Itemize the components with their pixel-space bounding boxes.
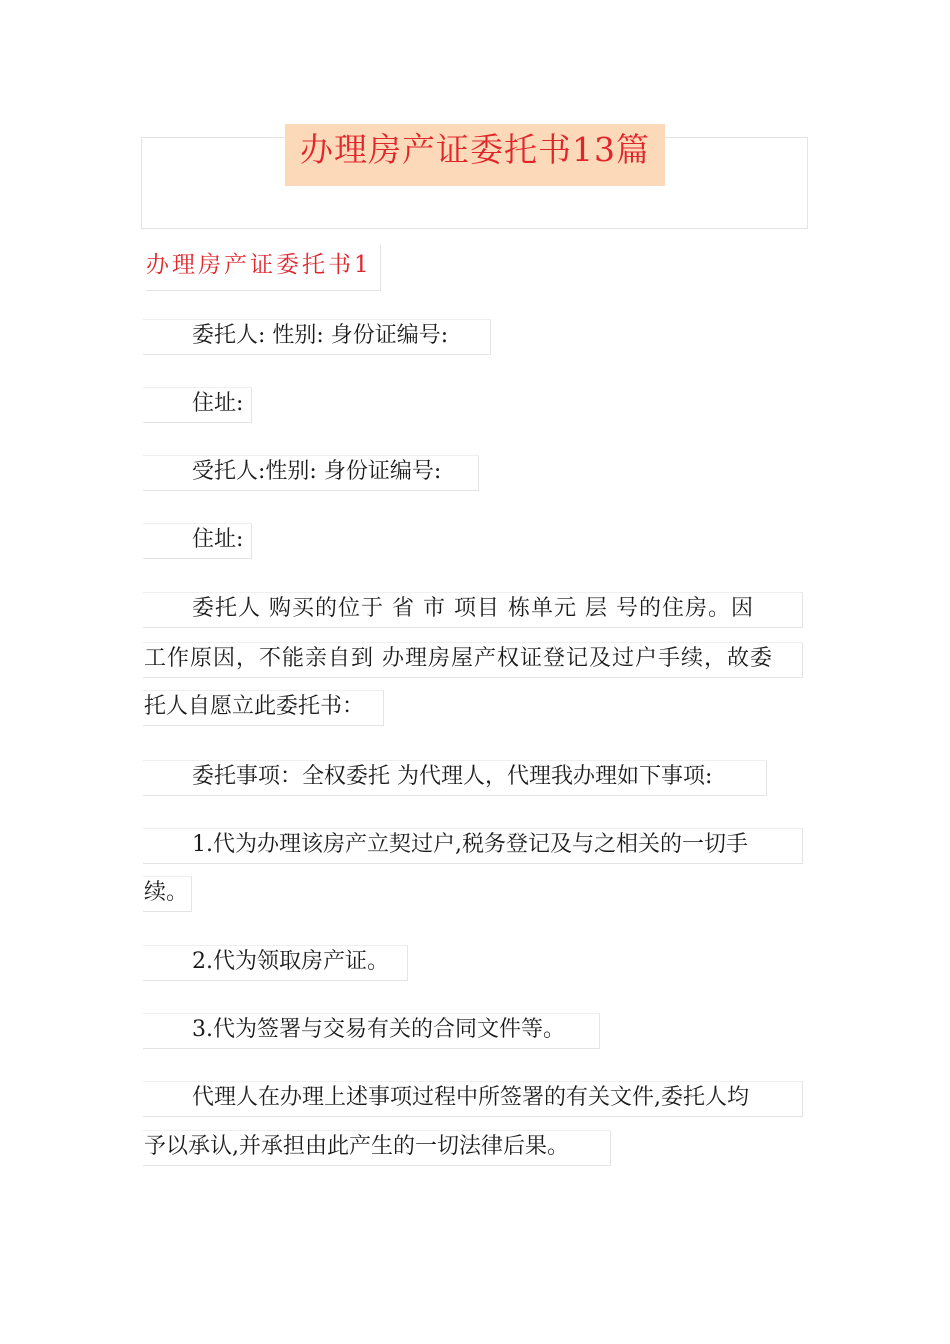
paragraph-line: 托人自愿立此委托书：: [144, 694, 365, 719]
agent-line: 受托人:性别: 身份证编号:: [192, 459, 442, 484]
section-heading: 办理房产证委托书1: [146, 245, 381, 291]
list-item: 3.代为签署与交易有关的合同文件等。: [192, 1017, 565, 1042]
paragraph-line: 予以承认,并承担由此产生的一切法律后果。: [144, 1134, 569, 1159]
agent-address-line: 住址:: [192, 527, 244, 552]
entrusted-matters-line: 委托事项：全权委托 为代理人，代理我办理如下事项:: [192, 764, 713, 789]
paragraph-line: 代理人在办理上述事项过程中所签署的有关文件,委托人均: [192, 1085, 749, 1110]
paragraph-line: 工作原因，不能亲自到 办理房屋产权证登记及过户手续，故委: [144, 646, 773, 671]
list-item: 2.代为领取房产证。: [192, 949, 389, 974]
list-item: 1.代为办理该房产立契过户,税务登记及与之相关的一切手: [192, 832, 748, 857]
list-item-continuation: 续。: [144, 880, 189, 905]
paragraph-line: 委托人 购买的位于 省 市 项目 栋单元 层 号的住房。因: [192, 596, 754, 621]
principal-line: 委托人: 性别: 身份证编号:: [192, 323, 449, 348]
document-title: 办理房产证委托书13篇: [285, 124, 665, 186]
principal-address-line: 住址:: [192, 391, 244, 416]
